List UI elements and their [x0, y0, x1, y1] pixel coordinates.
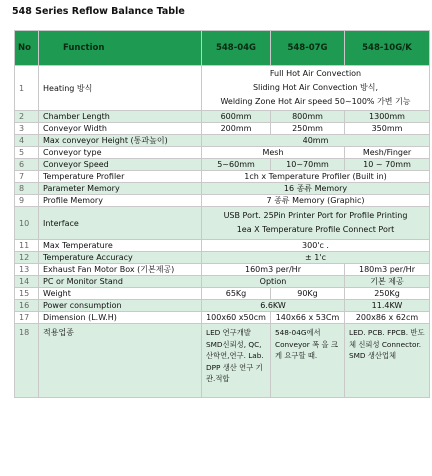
row-number: 17	[15, 312, 39, 324]
table-row	[15, 111, 430, 123]
row-function: Exhaust Fan Motor Box (기본제공)	[39, 264, 202, 276]
row-value-548-04g: 5~60mm	[202, 159, 271, 171]
row-value-548-10gk: 1300mm	[345, 111, 430, 123]
row-value-all-models	[202, 207, 430, 240]
row-number: 18	[15, 324, 39, 398]
table-row	[15, 135, 430, 147]
row-number: 15	[15, 288, 39, 300]
row-function: Profile Memory	[39, 195, 202, 207]
row-number: 6	[15, 159, 39, 171]
row-value-548-07g: 10~70mm	[271, 159, 345, 171]
table-row	[15, 207, 430, 240]
row-number: 4	[15, 135, 39, 147]
value-line: Full Hot Air Convection	[269, 69, 362, 78]
table-row	[15, 276, 430, 288]
table-row	[15, 147, 430, 159]
row-number: 2	[15, 111, 39, 123]
row-value-548-10gk: 200x86 x 62cm	[345, 312, 430, 324]
row-value-548-07g: 250mm	[271, 123, 345, 135]
row-function: Dimension (L.W.H)	[39, 312, 202, 324]
row-value-all-models: ± 1'c	[202, 252, 430, 264]
table-row	[15, 252, 430, 264]
row-value-548-04g: LED 연구개발 SMD신뢰성, QC,산학연,연구. Lab. DPP 생산 연구 기관.적합	[202, 324, 271, 398]
row-value-548-10gk: 기본 제공	[345, 276, 430, 288]
row-function: Temperature Accuracy	[39, 252, 202, 264]
row-value-548-04g: 600mm	[202, 111, 271, 123]
row-number: 10	[15, 207, 39, 240]
row-value-548-10gk: 180m3 per/Hr	[345, 264, 430, 276]
table-row	[15, 123, 430, 135]
row-value-548-04g-07g: Mesh	[202, 147, 345, 159]
table-row	[15, 159, 430, 171]
row-number: 14	[15, 276, 39, 288]
value-line: USB Port. 25Pin Printer Port for Profile Printing	[223, 211, 408, 220]
table-row	[15, 183, 430, 195]
row-value-all-models: 1ch x Temperature Profiler (Built in)	[202, 171, 430, 183]
row-value-548-07g: 548-04G에서 Conveyor 폭 을 크게 요구할 때.	[271, 324, 345, 398]
table-row	[15, 195, 430, 207]
row-function: Conveyor type	[39, 147, 202, 159]
row-function: 적용업종	[39, 324, 202, 398]
row-number: 9	[15, 195, 39, 207]
table-row	[15, 300, 430, 312]
row-number: 7	[15, 171, 39, 183]
header-function: Function	[39, 31, 202, 66]
header-model-548-07g: 548-07G	[271, 31, 345, 66]
row-number: 16	[15, 300, 39, 312]
row-function: Power consumption	[39, 300, 202, 312]
row-function: Conveyor Speed	[39, 159, 202, 171]
value-line: Welding Zone Hot Air speed 50~100% 가변 기능	[220, 97, 411, 106]
row-value-548-04g-07g: Option	[202, 276, 345, 288]
value-line: Sliding Hot Air Convection 방식,	[252, 83, 379, 92]
row-value-548-07g: 90Kg	[271, 288, 345, 300]
row-value-548-04g: 200mm	[202, 123, 271, 135]
row-function: PC or Monitor Stand	[39, 276, 202, 288]
row-number: 13	[15, 264, 39, 276]
header-model-548-04g: 548-04G	[202, 31, 271, 66]
row-function: Chamber Length	[39, 111, 202, 123]
row-value-548-10gk: Mesh/Finger	[345, 147, 430, 159]
row-function: Max conveyor Height (통과높이)	[39, 135, 202, 147]
row-function: Max Temperature	[39, 240, 202, 252]
table-row	[15, 324, 430, 398]
row-value-548-10gk: 350mm	[345, 123, 430, 135]
table-header-row	[15, 31, 430, 66]
row-function: Conveyor Width	[39, 123, 202, 135]
row-value-all-models: 7 종류 Memory (Graphic)	[202, 195, 430, 207]
row-function: Weight	[39, 288, 202, 300]
row-number: 11	[15, 240, 39, 252]
row-number: 5	[15, 147, 39, 159]
row-value-548-04g: 65Kg	[202, 288, 271, 300]
page-title: 548 Series Reflow Balance Table	[12, 6, 185, 17]
row-value-548-10gk: 11.4KW	[345, 300, 430, 312]
table-row	[15, 66, 430, 111]
row-function: Interface	[39, 207, 202, 240]
row-value-548-04g: 100x60 x50cm	[202, 312, 271, 324]
row-function: Parameter Memory	[39, 183, 202, 195]
header-no: No	[15, 31, 39, 66]
table-row	[15, 171, 430, 183]
row-function: Temperature Profiler	[39, 171, 202, 183]
row-value-548-07g: 800mm	[271, 111, 345, 123]
reflow-balance-table	[14, 30, 430, 398]
row-value-548-07g: 140x66 x 53Cm	[271, 312, 345, 324]
table-row	[15, 264, 430, 276]
header-model-548-10gk: 548-10G/K	[345, 31, 430, 66]
row-value-548-04g-07g: 6.6KW	[202, 300, 345, 312]
row-value-all-models: 300'c .	[202, 240, 430, 252]
table-row	[15, 288, 430, 300]
row-value-all-models: 16 종류 Memory	[202, 183, 430, 195]
table-row	[15, 312, 430, 324]
row-number: 3	[15, 123, 39, 135]
row-number: 8	[15, 183, 39, 195]
row-value-all-models: 40mm	[202, 135, 430, 147]
value-line: 1ea X Temperature Profile Connect Port	[236, 225, 395, 234]
row-value-548-10gk: 10 ~ 70mm	[345, 159, 430, 171]
row-function: Heating 방식	[39, 66, 202, 111]
row-number: 1	[15, 66, 39, 111]
row-value-548-10gk: 250Kg	[345, 288, 430, 300]
row-value-548-04g-07g: 160m3 per/Hr	[202, 264, 345, 276]
row-number: 12	[15, 252, 39, 264]
table-row	[15, 240, 430, 252]
row-value-all-models	[202, 66, 430, 111]
row-value-548-10gk: LED. PCB. FPCB. 반도체 신뢰성 Connector. SMD 생산업체	[345, 324, 430, 398]
